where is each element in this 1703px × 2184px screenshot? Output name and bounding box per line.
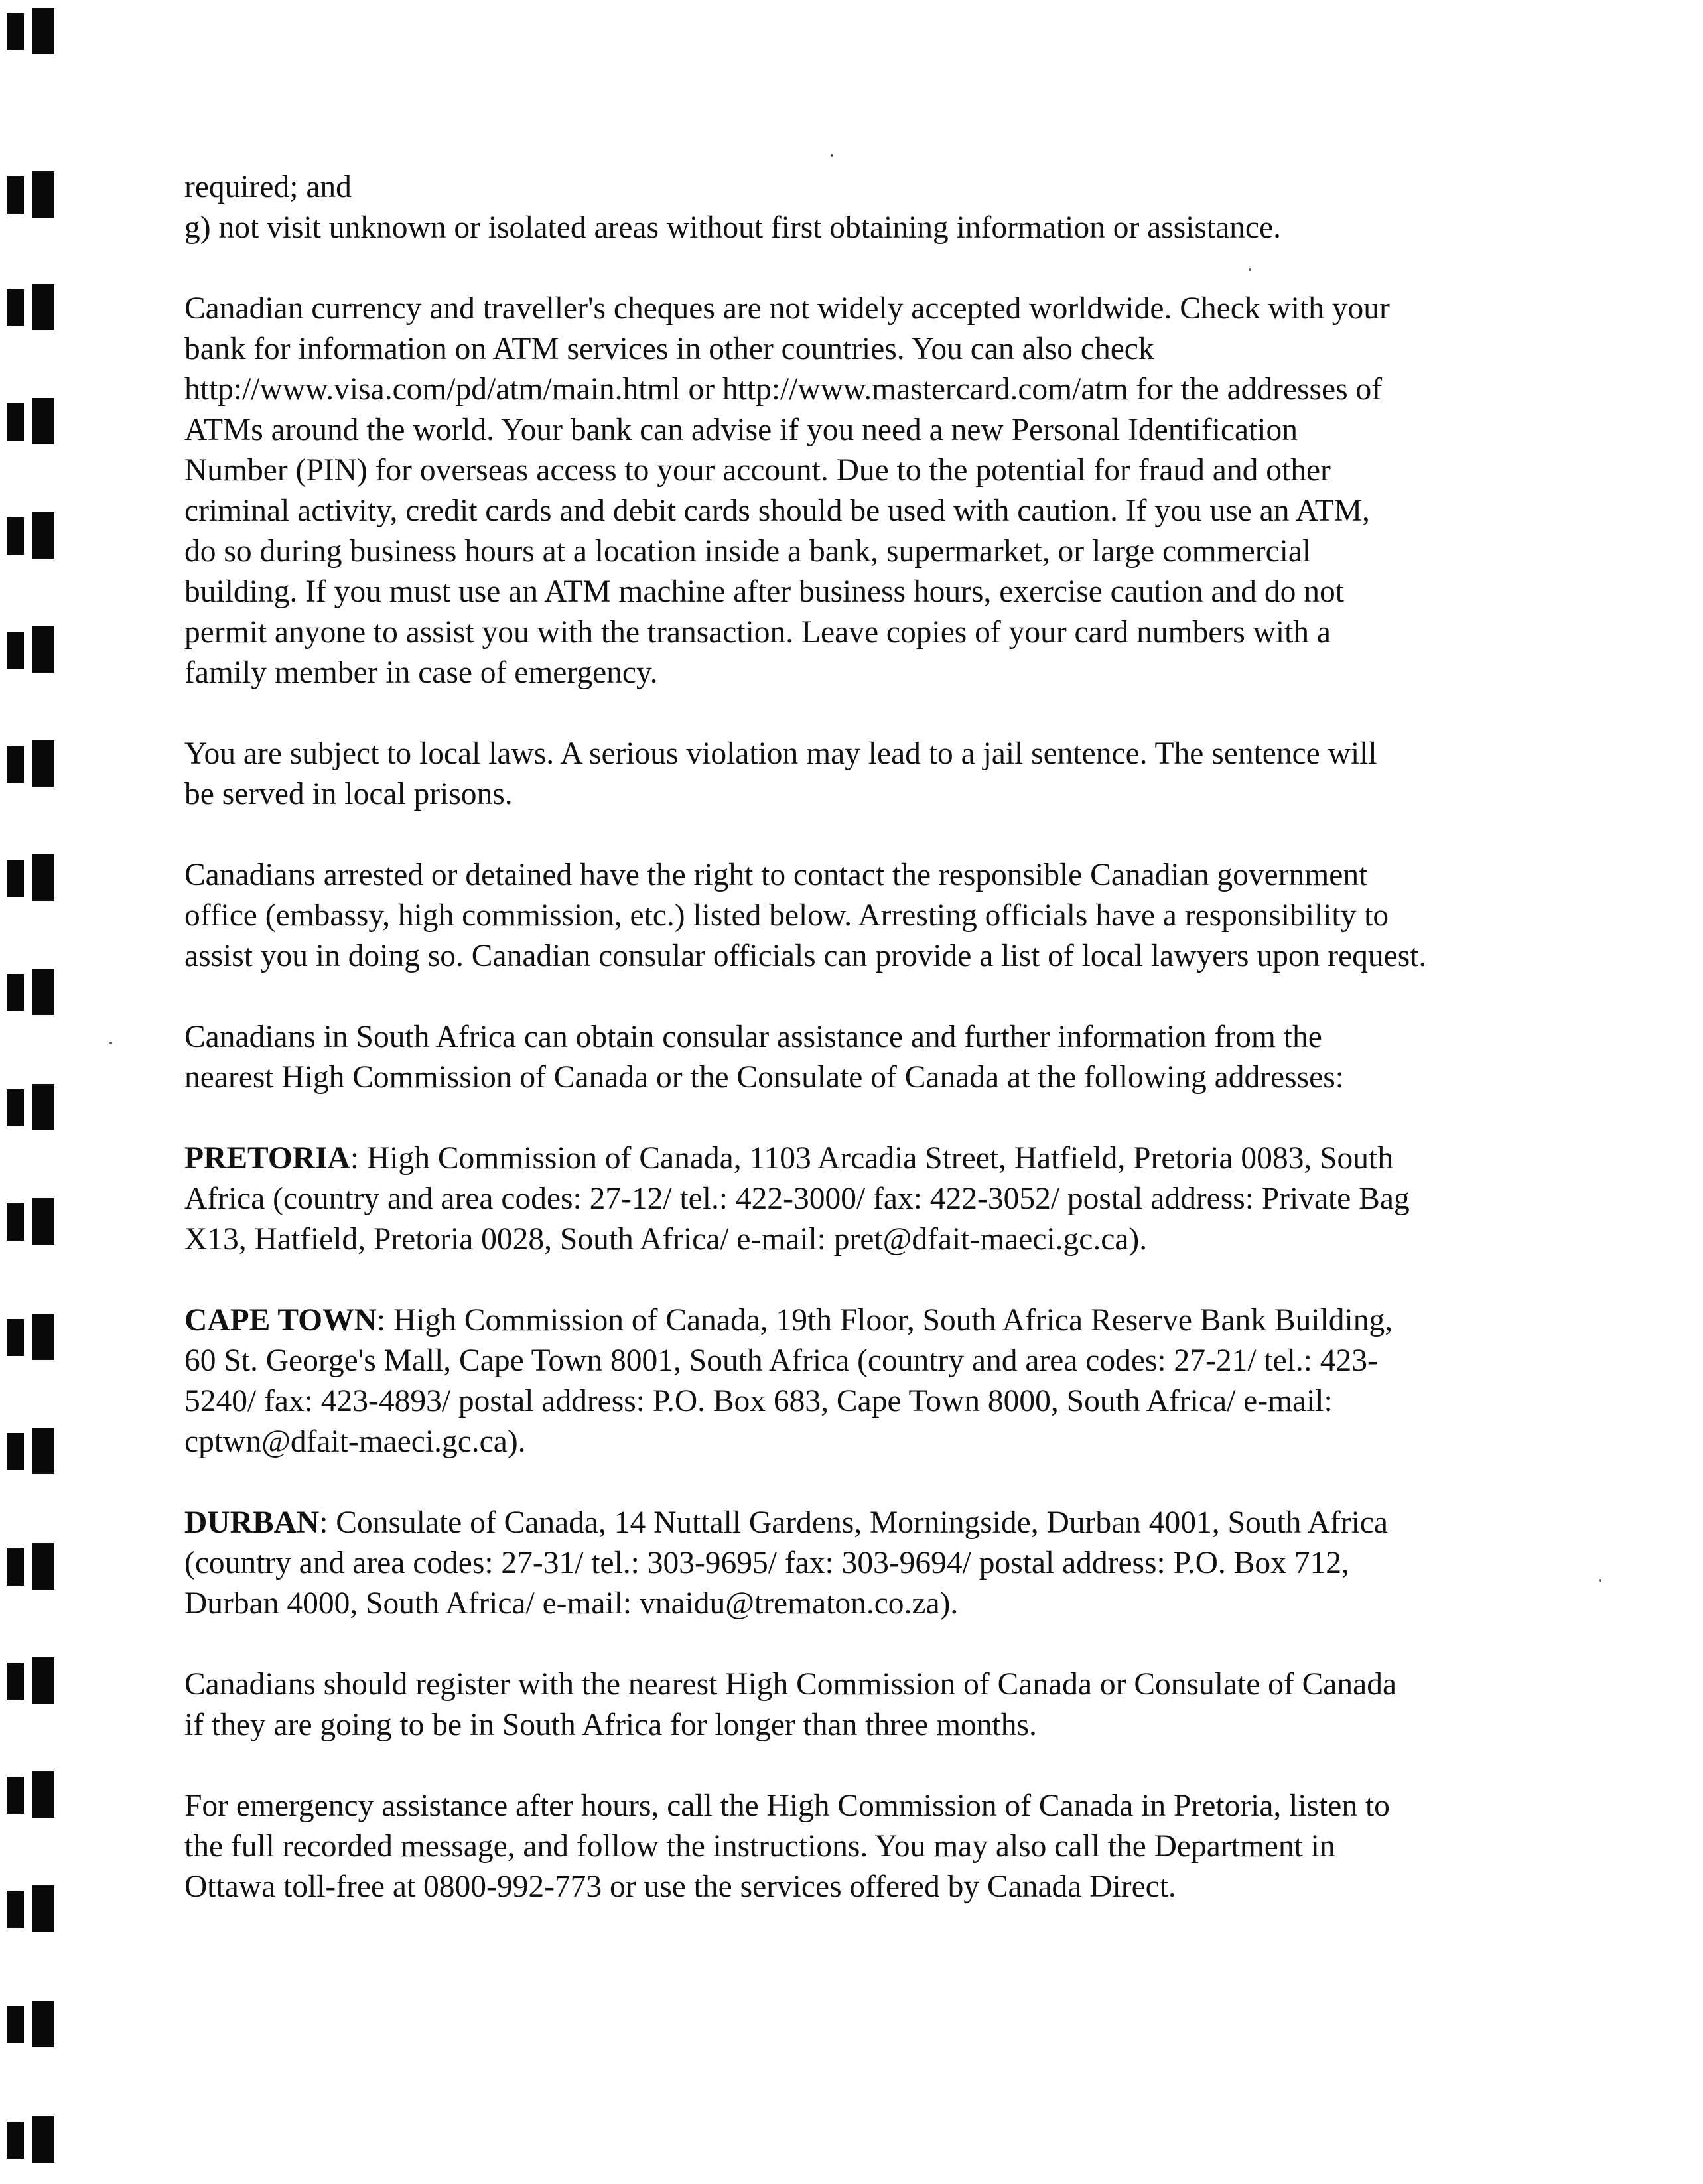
pretoria-office-paragraph [184, 1138, 1525, 1260]
cape-town-office-paragraph [184, 1300, 1525, 1462]
intro-line-1: required; and [184, 170, 352, 204]
pretoria-details: : High Commission of Canada, 1103 Arcadia Street, Hatfield, Pretoria 0083, South Africa (country and area codes: 27-12/ tel.: 422-3000/ fax: 422-3052/ postal address: Private Bag X13, Hatfield, Pretoria 0028, South Africa/ e-mail: pret@dfait-maeci.gc.ca). [184, 1141, 1410, 1257]
scan-speck [831, 154, 833, 157]
binding-mark [7, 626, 60, 673]
arrest-rights-paragraph: Canadians arrested or detained have the right to contact the responsible Canadian government office (embassy, high commission, etc.) listed below. Arresting officials have a responsibility to assist you in doing so. Canadian consular officials can provide a list of local lawyers upon request. [184, 858, 1427, 973]
binding-mark [7, 1428, 60, 1474]
binding-mark [7, 2001, 60, 2047]
durban-label: DURBAN [184, 1505, 320, 1540]
binding-mark [7, 2116, 60, 2163]
binding-mark [7, 969, 60, 1015]
document-body [184, 167, 1525, 1948]
binding-mark [7, 8, 60, 54]
binding-mark [7, 854, 60, 901]
binding-mark [7, 171, 60, 218]
binding-mark [7, 1885, 60, 1932]
binding-mark [7, 1771, 60, 1818]
binding-mark [7, 1543, 60, 1590]
binding-marks [0, 0, 73, 2184]
binding-mark [7, 1657, 60, 1704]
cape-town-label: CAPE TOWN [184, 1303, 377, 1337]
binding-mark [7, 284, 60, 330]
durban-details: : Consulate of Canada, 14 Nuttall Gardens, Morningside, Durban 4001, South Africa (country and area codes: 27-31/ tel.: 303-9695/ fax: 303-9694/ postal address: P.O. Box 712, Durban 4000, South Africa/ e-mail: vnaidu@trematon.co.za). [184, 1505, 1388, 1621]
binding-mark [7, 1314, 60, 1360]
binding-mark [7, 512, 60, 559]
binding-mark [7, 398, 60, 444]
registration-paragraph: Canadians should register with the nearest High Commission of Canada or Consulate of Canada if they are going to be in South Africa for longer than three months. [184, 1667, 1397, 1742]
scan-speck [109, 1042, 112, 1044]
durban-office-paragraph [184, 1503, 1525, 1624]
emergency-paragraph: For emergency assistance after hours, call the High Commission of Canada in Pretoria, listen to the full recorded message, and follow the instructions. You may also call the Department in Ottawa toll-free at 0800-992-773 or use the services offered by Canada Direct. [184, 1789, 1390, 1904]
intro-line-2: g) not visit unknown or isolated areas without first obtaining information or assistance. [184, 210, 1281, 245]
pretoria-label: PRETORIA [184, 1141, 350, 1176]
currency-paragraph: Canadian currency and traveller's cheques are not widely accepted worldwide. Check with your bank for information on ATM services in other countries. You can also check http://www.visa.com/pd/atm/main.html or http://www.mastercard.com/atm for the addresses of ATMs around the world. Your bank can advise if you need a new Personal Identification Number (PIN) for overseas access to your account. Due to the potential for fraud and other criminal activity, credit cards and debit cards should be used with caution. If you use an ATM, do so during business hours at a location inside a bank, supermarket, or large commercial building. If you must use an ATM machine after business hours, exercise caution and do not permit anyone to assist you with the transaction. Leave copies of your card numbers with a family member in case of emergency. [184, 291, 1390, 690]
binding-mark [7, 1198, 60, 1245]
local-laws-paragraph: You are subject to local laws. A serious violation may lead to a jail sentence. The sentence will be served in local prisons. [184, 736, 1377, 811]
scan-speck [1599, 1579, 1601, 1582]
consular-assistance-paragraph: Canadians in South Africa can obtain consular assistance and further information from the nearest High Commission of Canada or the Consulate of Canada at the following addresses: [184, 1020, 1344, 1095]
intro-block [184, 167, 1525, 248]
cape-town-details: : High Commission of Canada, 19th Floor, South Africa Reserve Bank Building, 60 St. George's Mall, Cape Town 8001, South Africa (country and area codes: 27-21/ tel.: 423- 5240/ fax: 423-4893/ postal address: P.O. Box 683, Cape Town 8000, South Africa/ e-mail: cptwn@dfait-maeci.gc.ca). [184, 1303, 1393, 1459]
binding-mark [7, 1084, 60, 1130]
binding-mark [7, 740, 60, 787]
